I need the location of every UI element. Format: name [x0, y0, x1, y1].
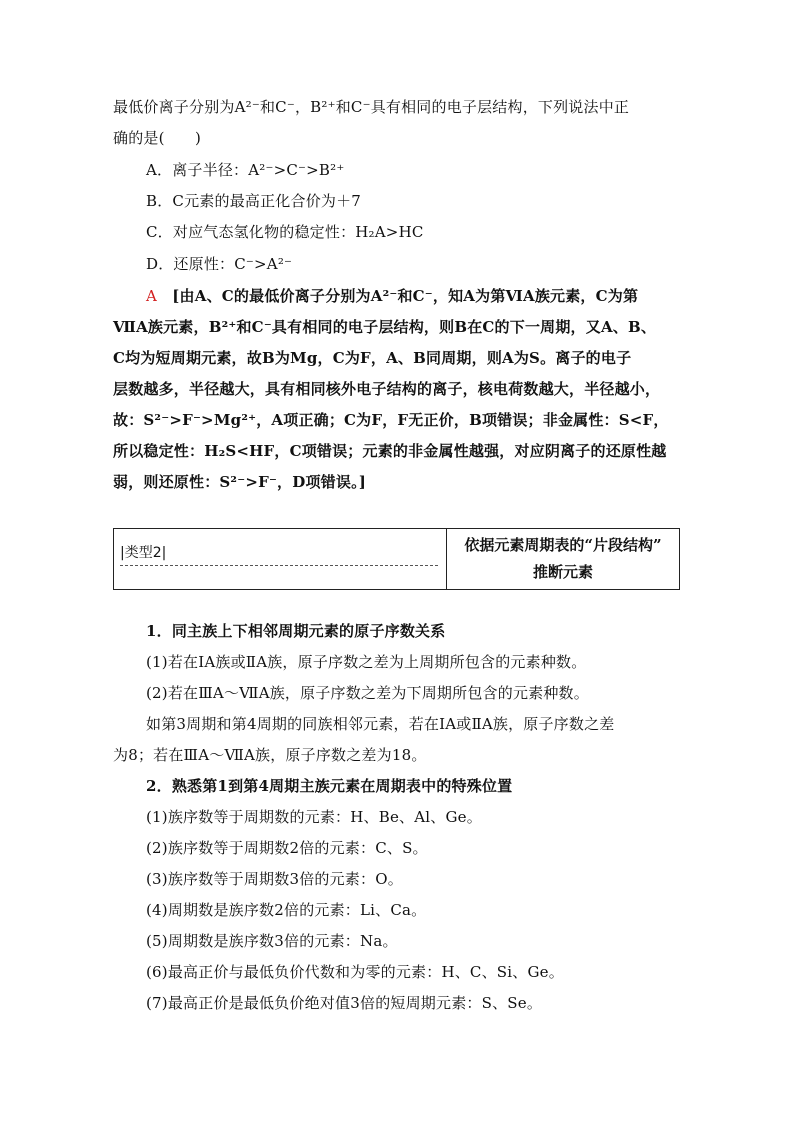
section-type-label: |类型2| [120, 545, 167, 561]
section2-item3: (3)族序数等于周期数3倍的元素：O。 [146, 870, 403, 888]
section1-heading: 1．同主族上下相邻周期元素的原子序数关系 [146, 622, 446, 640]
section1-point2: (2)若在ⅢA～ⅦA族，原子序数之差为下周期所包含的元素种数。 [146, 684, 589, 702]
section1-point1: (1)若在ⅠA族或ⅡA族，原子序数之差为上周期所包含的元素种数。 [146, 653, 587, 671]
section2-heading: 2．熟悉第1到第4周期主族元素在周期表中的特殊位置 [146, 777, 513, 795]
answer-line3: C均为短周期元素，故B为Mg，C为F，A、B同周期，则A为S。离子的电子 [113, 349, 632, 367]
answer-line4: 层数越多，半径越大，具有相同核外电子结构的离子，核电荷数越大，半径越小， [113, 380, 661, 398]
section-title-line1: 依据元素周期表的“片段结构” [464, 536, 662, 554]
dashed-divider [120, 565, 438, 566]
answer-line7: 弱，则还原性：S²⁻>F⁻，D项错误。] [113, 473, 367, 491]
answer-explanation-start: [由A、C的最低价离子分别为A²⁻和C⁻，知A为第ⅥA族元素，C为第 [172, 287, 639, 305]
option-d: D．还原性：C⁻>A²⁻ [146, 255, 293, 273]
section2-item6: (6)最高正价与最低负价代数和为零的元素：H、C、Si、Ge。 [146, 963, 564, 981]
question-stem-line1: 最低价离子分别为A²⁻和C⁻，B²⁺和C⁻具有相同的电子层结构，下列说法中正 [113, 98, 630, 116]
answer-line5: 故：S²⁻>F⁻>Mg²⁺，A项正确；C为F，F无正价，B项错误；非金属性：S<F， [113, 411, 669, 429]
section2-item5: (5)周期数是族序数3倍的元素：Na。 [146, 932, 398, 950]
answer-line1 [146, 286, 638, 306]
section1-example-line1: 如第3周期和第4周期的同族相邻元素，若在ⅠA或ⅡA族，原子序数之差 [146, 715, 615, 733]
answer-line6: 所以稳定性：H₂S<HF，C项错误；元素的非金属性越强，对应阴离子的还原性越 [113, 442, 667, 460]
section2-item4: (4)周期数是族序数2倍的元素：Li、Ca。 [146, 901, 427, 919]
option-b: B．C元素的最高正化合价为＋7 [146, 192, 362, 210]
answer-line2: ⅦA族元素，B²⁺和C⁻具有相同的电子层结构，则B在C的下一周期，又A、B、 [113, 318, 657, 336]
section2-item1: (1)族序数等于周期数的元素：H、Be、Al、Ge。 [146, 808, 482, 826]
option-c: C．对应气态氢化物的稳定性：H₂A>HC [146, 223, 424, 241]
answer-letter: A [146, 287, 158, 305]
section-title-cell [447, 529, 679, 589]
section2-item7: (7)最高正价是最低负价绝对值3倍的短周期元素：S、Se。 [146, 994, 543, 1012]
section-type-cell [114, 529, 447, 589]
question-stem-line2: 确的是( ) [113, 129, 202, 147]
section-title-line2: 推断元素 [532, 563, 593, 581]
section-header-table [113, 528, 680, 590]
section1-example-line2: 为8；若在ⅢA～ⅦA族，原子序数之差为18。 [113, 746, 427, 764]
section2-item2: (2)族序数等于周期数2倍的元素：C、S。 [146, 839, 428, 857]
option-a: A．离子半径：A²⁻>C⁻>B²⁺ [146, 161, 345, 179]
